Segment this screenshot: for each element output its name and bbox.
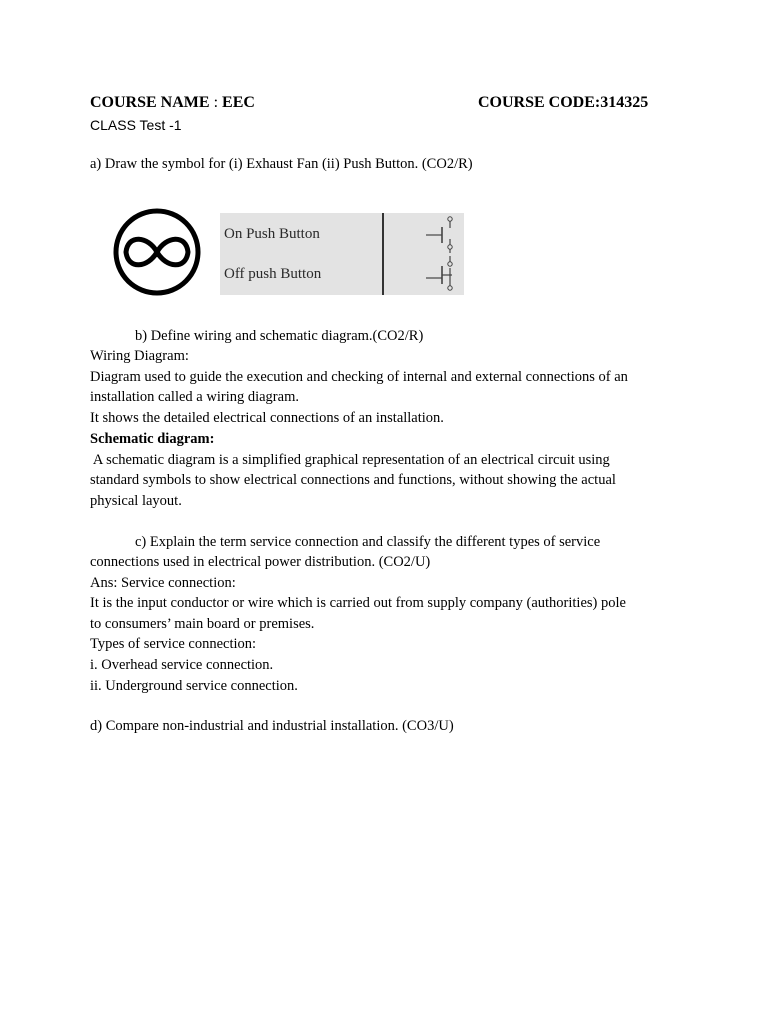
- course-name: [90, 94, 255, 112]
- course-name-separator: :: [209, 94, 223, 111]
- class-test-title: CLASS Test -1: [90, 117, 182, 133]
- off-push-button-symbol-icon: [420, 256, 460, 294]
- wiring-diagram-text: It shows the detailed electrical connections of an installation.: [90, 410, 444, 426]
- wiring-diagram-text: Diagram used to guide the execution and checking of internal and external connections of an: [90, 369, 628, 385]
- exhaust-fan-symbol-icon: [112, 206, 202, 298]
- question-c: c) Explain the term service connection and classify the different types of service: [135, 534, 601, 550]
- on-push-button-symbol-icon: [420, 215, 460, 253]
- course-name-label: COURSE NAME: [90, 94, 210, 111]
- on-push-button-label: On Push Button: [224, 226, 320, 242]
- wiring-diagram-text: installation called a wiring diagram.: [90, 389, 299, 405]
- schematic-diagram-text: A schematic diagram is a simplified graphical representation of an electrical circuit using: [90, 452, 610, 468]
- question-c: connections used in electrical power distribution. (CO2/U): [90, 554, 431, 570]
- push-button-symbol-table: [220, 213, 464, 295]
- table-divider: [382, 213, 384, 295]
- answer-c-text: Types of service connection:: [90, 636, 257, 652]
- off-push-button-label: Off push Button: [224, 266, 322, 282]
- schematic-diagram-text: physical layout.: [90, 493, 182, 509]
- answer-c-text: to consumers’ main board or premises.: [90, 616, 315, 632]
- answer-c-text: Ans: Service connection:: [90, 575, 236, 591]
- question-d: d) Compare non-industrial and industrial installation. (CO3/U): [90, 718, 454, 734]
- course-name-value: EEC: [222, 94, 255, 111]
- answer-c-text: It is the input conductor or wire which is carried out from supply company (authorities) pole: [90, 595, 626, 611]
- wiring-diagram-heading: Wiring Diagram:: [90, 348, 189, 364]
- question-a: a) Draw the symbol for (i) Exhaust Fan (ii) Push Button. (CO2/R): [90, 156, 473, 172]
- schematic-diagram-text: standard symbols to show electrical connections and functions, without showing the actual: [90, 472, 616, 488]
- course-code: COURSE CODE:314325: [478, 94, 649, 111]
- answer-c-text: i. Overhead service connection.: [90, 657, 274, 673]
- question-b: b) Define wiring and schematic diagram.(CO2/R): [135, 328, 424, 344]
- answer-c-text: ii. Underground service connection.: [90, 678, 298, 694]
- schematic-diagram-heading: Schematic diagram:: [90, 431, 215, 447]
